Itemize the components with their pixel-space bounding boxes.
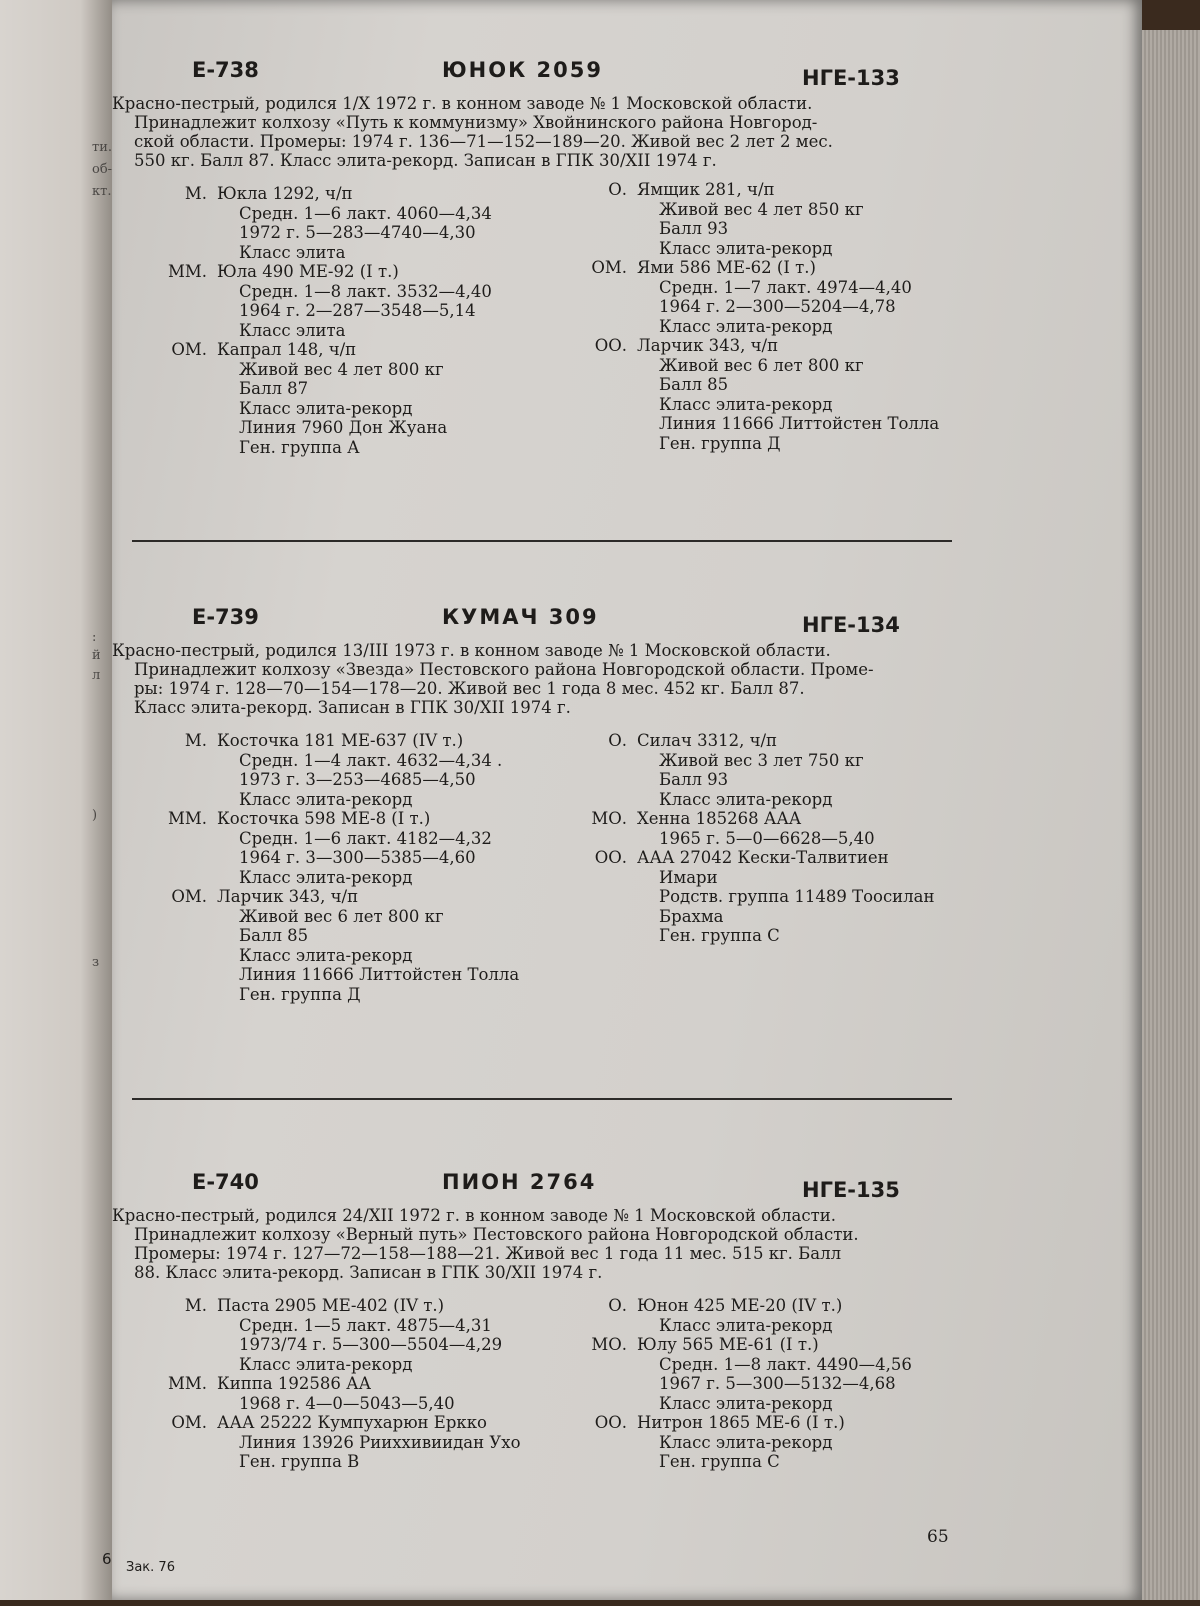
- ancestor-line: Класс элита-рекорд: [239, 398, 413, 418]
- pedigree-ancestor: [582, 809, 952, 848]
- ancestor-line: Класс элита-рекорд: [659, 394, 833, 414]
- separator-rule: [132, 1098, 952, 1100]
- pedigree-ancestor: [162, 1296, 582, 1374]
- pedigree-ancestor: [162, 887, 582, 1004]
- ancestor-label: ОМ.: [171, 887, 207, 906]
- left-page-text-fragment: ): [92, 808, 98, 823]
- ancestor-line: Класс элита: [239, 320, 346, 340]
- ancestor-line: Средн. 1—4 лакт. 4632—4,34 .: [239, 750, 503, 770]
- ancestor-line: Ген. группа А: [239, 437, 360, 457]
- description-line: Красно-пестрый, родился 13/III 1973 г. в конном заводе № 1 Московской области.: [112, 641, 831, 660]
- ancestor-line: Юла 490 МЕ-92 (I т.): [217, 262, 399, 281]
- left-page-text-fragment: ти.: [92, 140, 112, 155]
- entry-name: КУМАЧ 309: [442, 605, 599, 629]
- entry-name: ЮНОК 2059: [442, 58, 604, 82]
- ancestor-line: Силач 3312, ч/п: [637, 731, 778, 750]
- ancestor-line: Паста 2905 МЕ-402 (IV т.): [217, 1296, 445, 1315]
- pedigree-columns: [112, 180, 1142, 494]
- ancestor-line: Ями 586 МЕ-62 (I т.): [637, 258, 816, 277]
- pedigree-columns: [112, 1296, 1142, 1606]
- ancestor-label: О.: [608, 180, 627, 199]
- catalog-entry: [112, 595, 1142, 1041]
- ancestor-line: Класс элита-рекорд: [659, 789, 833, 809]
- pedigree-columns: [112, 731, 1142, 1041]
- separator-rule: [132, 540, 952, 542]
- ancestor-line: Ген. группа В: [239, 1452, 360, 1471]
- ancestor-line: Ямщик 281, ч/п: [637, 180, 775, 199]
- catalog-entry: [112, 48, 1142, 494]
- ancestor-line: Линия 7960 Дон Жуана: [239, 418, 448, 437]
- ancestor-label: ОМ.: [591, 258, 627, 277]
- ancestor-label: ОО.: [594, 848, 627, 867]
- ancestor-label: МО.: [591, 809, 627, 828]
- ancestor-line: Юлу 565 МЕ-61 (I т.): [637, 1335, 819, 1354]
- ancestor-line: Ларчик 343, ч/п: [637, 336, 779, 355]
- entry-description: [112, 641, 942, 717]
- ancestor-line: Ларчик 343, ч/п: [217, 887, 359, 906]
- ancestor-line: Линия 13926 Рииххивиидан Ухо: [239, 1432, 521, 1452]
- ancestor-line: Класс элита-рекорд: [659, 1432, 833, 1452]
- ancestor-line: 1967 г. 5—300—5132—4,68: [659, 1374, 896, 1393]
- ancestor-line: Класс элита-рекорд: [659, 1315, 833, 1335]
- pedigree-ancestor: [162, 262, 582, 340]
- entry-header: [112, 595, 1142, 641]
- pedigree-ancestor: [582, 180, 952, 258]
- sire-line-column: [582, 1296, 952, 1472]
- ancestor-line: Живой вес 3 лет 750 кг: [659, 750, 864, 770]
- signature-number: 6: [102, 1550, 112, 1568]
- ancestor-line: Класс элита-рекорд: [239, 1354, 413, 1374]
- left-page-fragment: [0, 0, 115, 1600]
- description-line: Класс элита-рекорд. Записан в ГПК 30/XII 1974 г.: [134, 698, 571, 717]
- ancestor-line: Ген. группа Д: [659, 433, 781, 453]
- entry-code-left: Е-738: [192, 58, 259, 82]
- description-line: Красно-пестрый, родился 24/XII 1972 г. в конном заводе № 1 Московской области.: [112, 1206, 836, 1225]
- entry-code-right: НГЕ-133: [802, 66, 900, 90]
- ancestor-line: Балл 85: [659, 375, 729, 394]
- ancestor-label: ММ.: [167, 809, 207, 828]
- ancestor-line: Капрал 148, ч/п: [217, 340, 357, 359]
- entry-code-right: НГЕ-135: [802, 1178, 900, 1202]
- ancestor-line: Класс элита-рекорд: [659, 1393, 833, 1413]
- description-line: Принадлежит колхозу «Путь к коммунизму» Хвойнинского района Новгород-: [134, 113, 818, 132]
- entry-name: ПИОН 2764: [442, 1170, 597, 1194]
- entry-header: [112, 48, 1142, 94]
- left-page-text-fragment: об-: [92, 162, 113, 177]
- ancestor-line: Нитрон 1865 МЕ-6 (I т.): [637, 1413, 845, 1432]
- ancestor-line: Класс элита-рекорд: [659, 316, 833, 336]
- sire-line-column: [582, 180, 952, 453]
- ancestor-line: Линия 11666 Литтойстен Толла: [659, 414, 940, 433]
- pedigree-ancestor: [162, 1413, 582, 1472]
- ancestor-line: 1968 г. 4—0—5043—5,40: [239, 1393, 455, 1413]
- dam-line-column: [162, 731, 582, 1004]
- description-line: Красно-пестрый, родился 1/X 1972 г. в конном заводе № 1 Московской области.: [112, 94, 813, 113]
- page-number: 65: [927, 1527, 949, 1547]
- ancestor-line: Живой вес 6 лет 800 кг: [659, 355, 864, 375]
- ancestor-line: Родств. группа 11489 Тоосилан: [659, 887, 935, 906]
- ancestor-line: 1972 г. 5—283—4740—4,30: [239, 223, 476, 242]
- ancestor-label: ОМ.: [171, 340, 207, 359]
- pedigree-ancestor: [582, 1413, 952, 1472]
- pedigree-ancestor: [582, 731, 952, 809]
- ancestor-line: Ген. группа Д: [239, 984, 361, 1004]
- ancestor-line: Балл 93: [659, 770, 729, 789]
- pedigree-ancestor: [582, 1335, 952, 1413]
- ancestor-line: Балл 85: [239, 926, 309, 945]
- ancestor-line: Класс элита-рекорд: [239, 789, 413, 809]
- ancestor-line: Средн. 1—8 лакт. 4490—4,56: [659, 1354, 912, 1374]
- pedigree-ancestor: [162, 184, 582, 262]
- entry-code-right: НГЕ-134: [802, 613, 900, 637]
- ancestor-line: Класс элита: [239, 242, 346, 262]
- ancestor-label: ОМ.: [171, 1413, 207, 1432]
- ancestor-line: Класс элита-рекорд: [239, 867, 413, 887]
- ancestor-line: Балл 93: [659, 219, 729, 238]
- description-line: ры: 1974 г. 128—70—154—178—20. Живой вес 1 года 8 мес. 452 кг. Балл 87.: [134, 679, 805, 698]
- description-line: Принадлежит колхозу «Верный путь» Пестовского района Новгородской области.: [134, 1225, 859, 1244]
- description-line: 550 кг. Балл 87. Класс элита-рекорд. Записан в ГПК 30/XII 1974 г.: [134, 151, 717, 170]
- pedigree-ancestor: [582, 258, 952, 336]
- left-page-text-fragment: кт.: [92, 184, 112, 199]
- ancestor-label: М.: [184, 731, 207, 750]
- ancestor-line: 1964 г. 2—287—3548—5,14: [239, 301, 476, 320]
- pedigree-ancestor: [162, 809, 582, 887]
- ancestor-line: Средн. 1—5 лакт. 4875—4,31: [239, 1315, 492, 1335]
- ancestor-line: 1973/74 г. 5—300—5504—4,29: [239, 1335, 503, 1354]
- ancestor-line: Имари: [659, 867, 718, 887]
- pedigree-ancestor: [582, 848, 952, 946]
- ancestor-line: Юкла 1292, ч/п: [217, 184, 353, 203]
- left-page-text-fragment: л: [92, 668, 101, 683]
- ancestor-line: Линия 11666 Литтойстен Толла: [239, 965, 520, 984]
- ancestor-line: Балл 87: [239, 379, 309, 398]
- ancestor-line: 1964 г. 3—300—5385—4,60: [239, 848, 476, 867]
- description-line: Промеры: 1974 г. 127—72—158—188—21. Живой вес 1 года 11 мес. 515 кг. Балл: [134, 1244, 842, 1263]
- ancestor-label: М.: [184, 184, 207, 203]
- ancestor-line: Средн. 1—7 лакт. 4974—4,40: [659, 277, 912, 297]
- ancestor-line: Киппа 192586 АА: [217, 1374, 372, 1393]
- left-page-text-fragment: з: [92, 955, 100, 970]
- ancestor-line: Юнон 425 МЕ-20 (IV т.): [637, 1296, 843, 1315]
- ancestor-label: ОО.: [594, 336, 627, 355]
- entry-description: [112, 1206, 942, 1282]
- entry-code-left: Е-740: [192, 1170, 259, 1194]
- ancestor-line: Класс элита-рекорд: [239, 945, 413, 965]
- description-line: Принадлежит колхозу «Звезда» Пестовского района Новгородской области. Проме-: [134, 660, 874, 679]
- dam-line-column: [162, 1296, 582, 1472]
- entry-header: [112, 1160, 1142, 1206]
- ancestor-line: Брахма: [659, 906, 724, 926]
- ancestor-label: О.: [608, 1296, 627, 1315]
- pedigree-ancestor: [582, 336, 952, 453]
- ancestor-line: ААА 27042 Кески-Талвитиен: [637, 848, 889, 867]
- catalog-entry: [112, 1160, 1142, 1606]
- description-line: 88. Класс элита-рекорд. Записан в ГПК 30/XII 1974 г.: [134, 1263, 603, 1282]
- ancestor-label: ММ.: [167, 1374, 207, 1393]
- ancestor-label: О.: [608, 731, 627, 750]
- ancestor-line: Средн. 1—8 лакт. 3532—4,40: [239, 281, 492, 301]
- page-stack-edge: [1138, 30, 1200, 1600]
- entry-code-left: Е-739: [192, 605, 259, 629]
- ancestor-line: Ген. группа С: [659, 1452, 780, 1471]
- dam-line-column: [162, 184, 582, 457]
- pedigree-ancestor: [162, 340, 582, 457]
- ancestor-line: Живой вес 4 лет 800 кг: [239, 359, 444, 379]
- ancestor-line: Хенна 185268 ААА: [637, 809, 802, 828]
- ancestor-line: Живой вес 6 лет 800 кг: [239, 906, 444, 926]
- ancestor-line: Ген. группа С: [659, 926, 780, 945]
- left-page-text-fragment: й: [92, 648, 101, 663]
- ancestor-label: МО.: [591, 1335, 627, 1354]
- ancestor-line: Класс элита-рекорд: [659, 238, 833, 258]
- left-page-text-fragment: :: [92, 630, 97, 645]
- ancestor-line: 1965 г. 5—0—6628—5,40: [659, 828, 875, 848]
- signature-text: Зак. 76: [126, 1560, 175, 1575]
- ancestor-line: Средн. 1—6 лакт. 4182—4,32: [239, 828, 492, 848]
- book-page: [102, 0, 1142, 1600]
- entry-description: [112, 94, 942, 170]
- ancestor-line: Средн. 1—6 лакт. 4060—4,34: [239, 203, 492, 223]
- pedigree-ancestor: [162, 1374, 582, 1413]
- ancestor-label: ММ.: [167, 262, 207, 281]
- ancestor-line: 1964 г. 2—300—5204—4,78: [659, 297, 896, 316]
- pedigree-ancestor: [582, 1296, 952, 1335]
- ancestor-line: Косточка 598 МЕ-8 (I т.): [217, 809, 431, 828]
- ancestor-line: ААА 25222 Кумпухарюн Еркко: [217, 1413, 487, 1432]
- ancestor-label: ОО.: [594, 1413, 627, 1432]
- pedigree-ancestor: [162, 731, 582, 809]
- ancestor-label: М.: [184, 1296, 207, 1315]
- ancestor-line: Косточка 181 МЕ-637 (IV т.): [217, 731, 464, 750]
- ancestor-line: 1973 г. 3—253—4685—4,50: [239, 770, 476, 789]
- ancestor-line: Живой вес 4 лет 850 кг: [659, 199, 864, 219]
- sire-line-column: [582, 731, 952, 946]
- description-line: ской области. Промеры: 1974 г. 136—71—152—189—20. Живой вес 2 лет 2 мес.: [134, 132, 833, 151]
